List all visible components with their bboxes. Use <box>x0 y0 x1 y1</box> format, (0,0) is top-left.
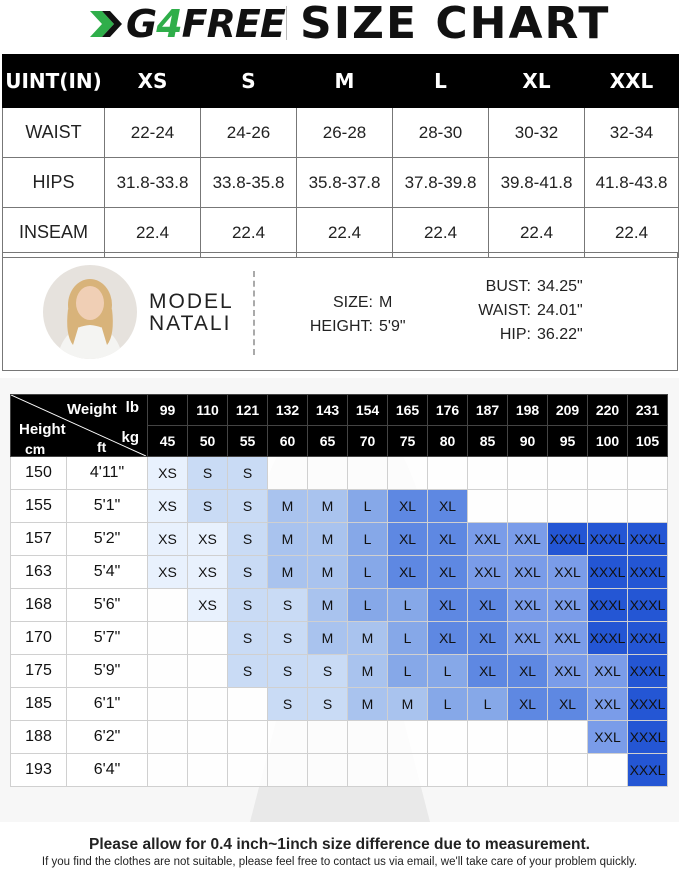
size-cell: XXL <box>548 556 588 589</box>
column-header: L <box>393 55 489 108</box>
size-cell: L <box>468 688 508 721</box>
height-ft-cell: 5'4" <box>67 556 148 589</box>
size-cell: XXXL <box>588 622 628 655</box>
size-cell: M <box>268 490 308 523</box>
size-cell: S <box>188 457 228 490</box>
waist-value: 24.01" <box>537 302 583 319</box>
size-cell: XL <box>508 655 548 688</box>
table-cell: 22.4 <box>393 208 489 258</box>
size-cell <box>508 754 548 787</box>
bust-label: BUST: <box>485 278 531 295</box>
size-cell: L <box>428 688 468 721</box>
model-name <box>149 291 234 335</box>
size-cell: XXXL <box>628 556 668 589</box>
height-cm-cell: 185 <box>11 688 67 721</box>
table-row <box>11 589 668 622</box>
height-ft-cell: 6'2" <box>67 721 148 754</box>
height-ft-cell: 5'6" <box>67 589 148 622</box>
size-cell <box>348 721 388 754</box>
size-cell <box>348 457 388 490</box>
size-cell: M <box>348 655 388 688</box>
size-cell: XL <box>428 523 468 556</box>
weight-lb-row <box>11 395 668 426</box>
table-cell: 39.8-41.8 <box>489 158 585 208</box>
weight-kg-header: 75 <box>388 426 428 457</box>
size-cell: XS <box>188 556 228 589</box>
weight-kg-header: 60 <box>268 426 308 457</box>
size-cell: XXXL <box>628 589 668 622</box>
table-row <box>3 108 679 158</box>
size-cell: S <box>228 655 268 688</box>
table-row <box>11 523 668 556</box>
height-cm-cell: 168 <box>11 589 67 622</box>
corner-lb-label: lb <box>125 399 139 416</box>
height-cm-cell: 188 <box>11 721 67 754</box>
size-cell: XXXL <box>628 721 668 754</box>
size-cell <box>428 721 468 754</box>
weight-lb-header: 99 <box>148 395 188 426</box>
hip-value: 36.22" <box>537 326 583 343</box>
size-cell <box>588 490 628 523</box>
table-row <box>3 158 679 208</box>
model-body-stats <box>461 275 583 347</box>
table-cell: 32-34 <box>585 108 679 158</box>
height-ft-cell: 6'4" <box>67 754 148 787</box>
size-cell <box>308 754 348 787</box>
size-cell <box>508 490 548 523</box>
model-label: MODEL <box>149 290 234 313</box>
size-cell: XXXL <box>548 523 588 556</box>
weight-lb-header: 132 <box>268 395 308 426</box>
height-cm-cell: 163 <box>11 556 67 589</box>
size-cell: XXXL <box>588 523 628 556</box>
logo-text: G4FREE <box>126 2 285 46</box>
size-cell: S <box>228 523 268 556</box>
height-cm-cell: 150 <box>11 457 67 490</box>
size-grid <box>10 394 668 787</box>
size-cell <box>428 457 468 490</box>
weight-lb-header: 165 <box>388 395 428 426</box>
height-cm-cell: 170 <box>11 622 67 655</box>
table-cell: 33.8-35.8 <box>201 158 297 208</box>
size-cell: S <box>268 622 308 655</box>
table-row <box>11 457 668 490</box>
corner-height-label: Height <box>19 421 66 438</box>
size-cell: M <box>268 556 308 589</box>
weight-lb-header: 220 <box>588 395 628 426</box>
weight-lb-header: 231 <box>628 395 668 426</box>
weight-kg-header: 85 <box>468 426 508 457</box>
size-cell: XXXL <box>628 523 668 556</box>
column-header: XL <box>489 55 585 108</box>
row-label: HIPS <box>3 158 105 208</box>
table-cell: 31.8-33.8 <box>105 158 201 208</box>
table-cell: 24-26 <box>201 108 297 158</box>
size-cell <box>468 721 508 754</box>
size-cell <box>268 754 308 787</box>
model-avatar <box>43 265 137 359</box>
weight-lb-header: 110 <box>188 395 228 426</box>
height-cm-cell: 175 <box>11 655 67 688</box>
table-cell: 22-24 <box>105 108 201 158</box>
height-ft-cell: 6'1" <box>67 688 148 721</box>
size-cell: S <box>268 589 308 622</box>
size-cell <box>188 655 228 688</box>
size-label: SIZE: <box>332 294 373 311</box>
size-cell: XS <box>188 589 228 622</box>
size-cell: S <box>228 490 268 523</box>
size-cell: XXL <box>548 622 588 655</box>
hip-label: HIP: <box>499 326 531 343</box>
size-cell <box>268 457 308 490</box>
height-ft-cell: 5'7" <box>67 622 148 655</box>
size-cell: XL <box>428 589 468 622</box>
size-cell <box>268 721 308 754</box>
table-cell: 41.8-43.8 <box>585 158 679 208</box>
size-cell <box>188 688 228 721</box>
size-cell: XL <box>468 655 508 688</box>
height-cm-cell: 155 <box>11 490 67 523</box>
table-cell: 37.8-39.8 <box>393 158 489 208</box>
size-cell <box>228 754 268 787</box>
table-row <box>11 721 668 754</box>
weight-lb-header: 143 <box>308 395 348 426</box>
table-cell: 22.4 <box>585 208 679 258</box>
size-table <box>2 54 679 258</box>
size-cell: L <box>348 589 388 622</box>
size-cell <box>468 754 508 787</box>
size-cell <box>428 754 468 787</box>
size-cell: XXXL <box>628 622 668 655</box>
size-cell: M <box>268 523 308 556</box>
weight-kg-header: 95 <box>548 426 588 457</box>
weight-kg-header: 50 <box>188 426 228 457</box>
corner-cm-label: cm <box>25 441 46 457</box>
logo-arrow-icon <box>88 7 122 41</box>
size-cell: XS <box>148 523 188 556</box>
size-cell: XXXL <box>588 589 628 622</box>
weight-kg-header: 65 <box>308 426 348 457</box>
size-cell: XXXL <box>628 754 668 787</box>
size-cell: S <box>308 688 348 721</box>
table-row <box>11 556 668 589</box>
size-cell: XL <box>548 688 588 721</box>
waist-label: WAIST: <box>478 302 531 319</box>
size-cell <box>468 457 508 490</box>
size-cell: XXL <box>508 622 548 655</box>
size-cell: M <box>308 523 348 556</box>
model-divider <box>253 271 255 355</box>
brand-logo <box>88 2 285 46</box>
model-info-panel <box>2 252 678 371</box>
size-cell: XL <box>468 622 508 655</box>
column-header: S <box>201 55 297 108</box>
table-cell: 35.8-37.8 <box>297 158 393 208</box>
size-cell <box>588 754 628 787</box>
size-cell: XXL <box>588 655 628 688</box>
size-cell: M <box>308 589 348 622</box>
size-cell <box>228 721 268 754</box>
size-cell <box>148 721 188 754</box>
table-row <box>11 622 668 655</box>
header <box>0 0 679 52</box>
size-cell: XS <box>188 523 228 556</box>
header-divider <box>286 6 287 40</box>
size-cell: M <box>308 556 348 589</box>
height-value: 5'9" <box>379 318 406 335</box>
weight-kg-header: 70 <box>348 426 388 457</box>
size-cell: S <box>228 457 268 490</box>
size-cell <box>588 457 628 490</box>
size-cell <box>628 490 668 523</box>
size-cell: M <box>348 688 388 721</box>
model-name-text: NATALI <box>149 312 232 335</box>
size-cell: XXXL <box>588 556 628 589</box>
size-cell: L <box>428 655 468 688</box>
size-cell: XL <box>428 490 468 523</box>
corner-kg-label: kg <box>121 429 139 446</box>
size-cell: S <box>228 622 268 655</box>
weight-lb-header: 187 <box>468 395 508 426</box>
size-cell: M <box>348 622 388 655</box>
weight-lb-header: 209 <box>548 395 588 426</box>
weight-lb-header: 121 <box>228 395 268 426</box>
size-cell <box>468 490 508 523</box>
table-cell: 28-30 <box>393 108 489 158</box>
size-cell <box>548 457 588 490</box>
weight-lb-header: 176 <box>428 395 468 426</box>
table-row <box>11 655 668 688</box>
size-cell <box>348 754 388 787</box>
model-photo-icon <box>43 265 137 359</box>
size-cell: M <box>308 490 348 523</box>
size-cell: XL <box>508 688 548 721</box>
size-cell: XL <box>388 556 428 589</box>
size-cell <box>388 457 428 490</box>
size-cell <box>548 754 588 787</box>
size-cell: XXL <box>468 556 508 589</box>
size-cell <box>188 754 228 787</box>
size-cell <box>148 655 188 688</box>
height-ft-cell: 5'1" <box>67 490 148 523</box>
size-cell <box>548 490 588 523</box>
size-cell: XL <box>388 523 428 556</box>
size-cell <box>188 721 228 754</box>
size-cell: S <box>308 655 348 688</box>
weight-kg-header: 100 <box>588 426 628 457</box>
weight-kg-header: 105 <box>628 426 668 457</box>
model-size-stats <box>293 291 406 339</box>
size-cell <box>148 589 188 622</box>
contact-note: If you find the clothes are not suitable, please feel free to contact us via email, we'll take care of your problem quickly. <box>41 856 638 868</box>
size-cell <box>388 754 428 787</box>
size-cell <box>508 457 548 490</box>
column-header: UINT(IN) <box>3 55 105 108</box>
size-cell: XXL <box>508 523 548 556</box>
size-cell: L <box>388 622 428 655</box>
table-row <box>11 490 668 523</box>
bust-value: 34.25" <box>537 278 583 295</box>
size-cell <box>308 457 348 490</box>
height-ft-cell: 5'2" <box>67 523 148 556</box>
size-cell: M <box>388 688 428 721</box>
size-cell: XS <box>148 556 188 589</box>
size-cell: XXXL <box>628 688 668 721</box>
size-cell: S <box>188 490 228 523</box>
size-cell <box>228 688 268 721</box>
size-cell: XXL <box>468 523 508 556</box>
size-cell: XXL <box>508 589 548 622</box>
corner-weight-label: Weight <box>67 401 117 418</box>
height-ft-cell: 5'9" <box>67 655 148 688</box>
table-cell: 22.4 <box>201 208 297 258</box>
row-label: INSEAM <box>3 208 105 258</box>
weight-kg-header: 80 <box>428 426 468 457</box>
column-header: M <box>297 55 393 108</box>
size-cell: XXL <box>588 721 628 754</box>
size-cell <box>148 688 188 721</box>
size-cell <box>148 754 188 787</box>
height-ft-cell: 4'11" <box>67 457 148 490</box>
size-cell: XXL <box>548 589 588 622</box>
size-cell: XXL <box>508 556 548 589</box>
disclaimer-text: Please allow for 0.4 inch~1inch size difference due to measurement. <box>89 836 590 853</box>
table-cell: 22.4 <box>489 208 585 258</box>
height-cm-cell: 157 <box>11 523 67 556</box>
size-cell: XL <box>388 490 428 523</box>
size-cell <box>188 622 228 655</box>
size-cell: XXXL <box>628 655 668 688</box>
size-cell: XXL <box>548 655 588 688</box>
weight-lb-header: 154 <box>348 395 388 426</box>
size-cell: XS <box>148 457 188 490</box>
size-cell <box>308 721 348 754</box>
size-cell <box>388 721 428 754</box>
table-cell: 26-28 <box>297 108 393 158</box>
table-row <box>11 688 668 721</box>
page-title: SIZE CHART <box>300 0 611 49</box>
size-cell: S <box>268 688 308 721</box>
size-cell: L <box>388 655 428 688</box>
size-cell: XL <box>428 556 468 589</box>
row-label: WAIST <box>3 108 105 158</box>
size-cell: S <box>268 655 308 688</box>
column-header: XXL <box>585 55 679 108</box>
weight-lb-header: 198 <box>508 395 548 426</box>
size-cell: XL <box>468 589 508 622</box>
size-value: M <box>379 294 393 311</box>
size-cell: L <box>348 490 388 523</box>
size-cell <box>508 721 548 754</box>
size-cell <box>548 721 588 754</box>
size-cell: L <box>388 589 428 622</box>
size-cell: XXL <box>588 688 628 721</box>
column-header: XS <box>105 55 201 108</box>
table-cell: 22.4 <box>297 208 393 258</box>
size-cell: M <box>308 622 348 655</box>
size-cell <box>148 622 188 655</box>
weight-kg-header: 90 <box>508 426 548 457</box>
size-cell: L <box>348 523 388 556</box>
size-cell: XL <box>428 622 468 655</box>
weight-kg-header: 45 <box>148 426 188 457</box>
height-cm-cell: 193 <box>11 754 67 787</box>
size-cell: XS <box>148 490 188 523</box>
size-cell <box>628 457 668 490</box>
table-cell: 30-32 <box>489 108 585 158</box>
weight-kg-header: 55 <box>228 426 268 457</box>
size-cell: S <box>228 556 268 589</box>
size-table-header <box>3 55 679 108</box>
table-cell: 22.4 <box>105 208 201 258</box>
height-weight-chart <box>0 378 679 822</box>
size-cell: S <box>228 589 268 622</box>
table-row <box>11 754 668 787</box>
chart-corner <box>11 395 148 457</box>
size-cell: L <box>348 556 388 589</box>
table-row <box>3 208 679 258</box>
corner-ft-label: ft <box>97 439 107 455</box>
height-label: HEIGHT: <box>309 318 373 335</box>
